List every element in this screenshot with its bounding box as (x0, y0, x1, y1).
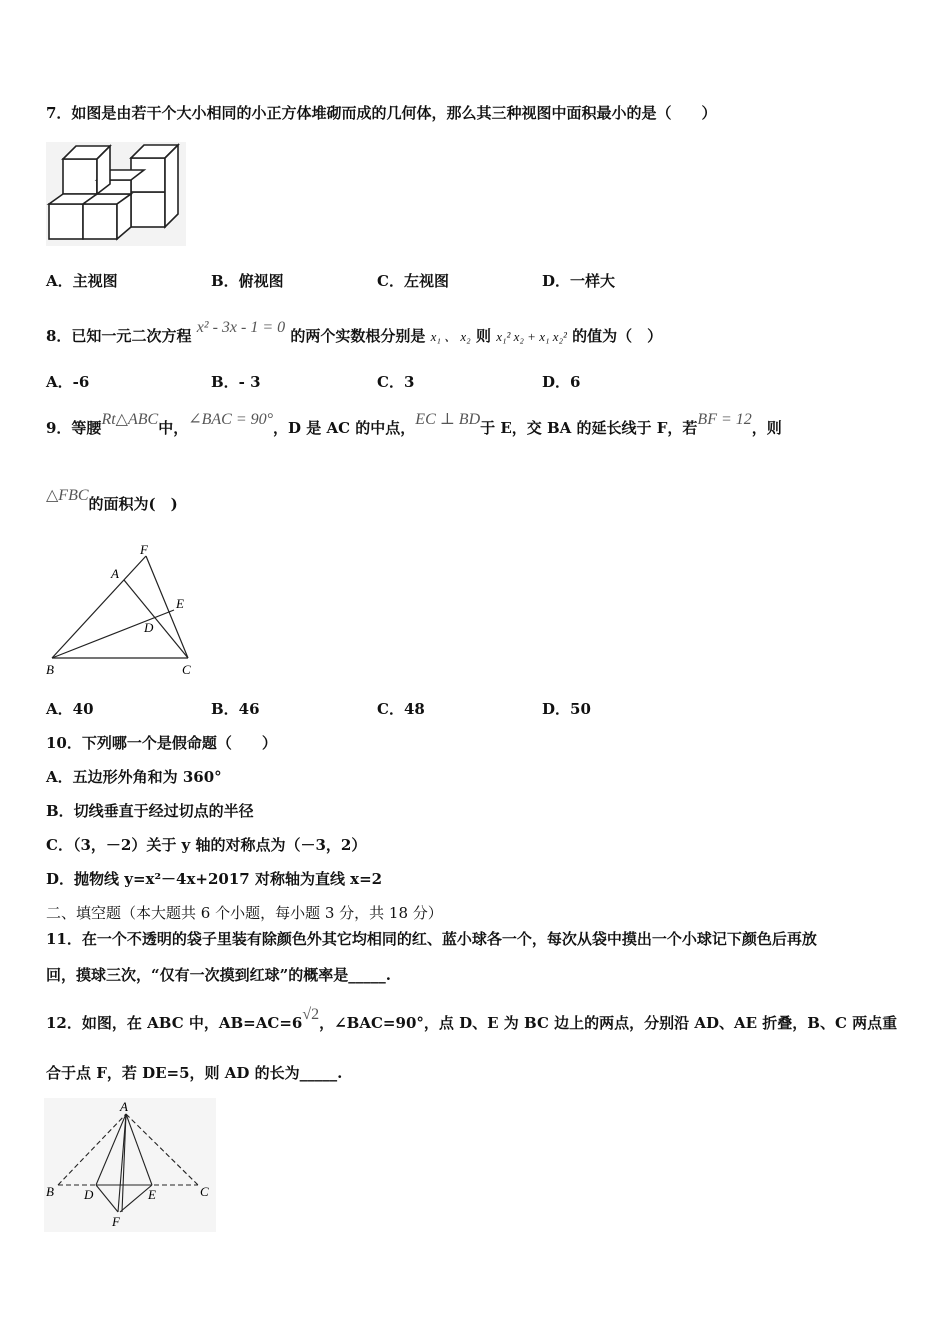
q12-label-e: E (148, 1187, 156, 1202)
q8-mid: 的两个实数根分别是 (290, 327, 426, 345)
q12-text-2: ，∠BAC=90°，点 D、E 为 BC 边上的两点，分别沿 AD、AE 折叠，B、C 两点重 (319, 1014, 898, 1032)
q12-label-c: C (200, 1184, 209, 1199)
q12-sqrt: √2 (302, 1006, 320, 1023)
q9-math-angle: ∠BAC = 90° (188, 411, 274, 428)
q9-text-2: 中， (158, 419, 189, 437)
q8-prefix: 8．已知一元二次方程 (46, 327, 192, 345)
section-2-heading: 二、填空题（本大题共 6 个小题，每小题 3 分，共 18 分） (46, 904, 443, 922)
q10-option-d: D．抛物线 y=x²－4x+2017 对称轴为直线 x=2 (46, 870, 383, 888)
q12-label-f: F (112, 1214, 120, 1229)
q9-math-bf: BF = 12 (697, 411, 752, 428)
q7-cubes-figure (46, 142, 186, 246)
q10-option-b: B．切线垂直于经过切点的半径 (46, 802, 254, 820)
q8-option-d: D．6 (542, 373, 581, 391)
q8-roots: x₁ 、 x₂ (430, 329, 471, 344)
q9-math-triangle: Rt△ABC (101, 411, 159, 428)
q9-text-5: ，则 (751, 419, 782, 437)
q9-text-4: 于 E，交 BA 的延长线于 F，若 (480, 419, 698, 437)
q9-math-fbc: △FBC (46, 487, 89, 504)
q12-text-1: 12．如图，在 ABC 中，AB=AC=6 (46, 1014, 303, 1032)
q8-equation: x² - 3x - 1 = 0 (196, 319, 286, 336)
q9-stem-line2 (46, 487, 178, 514)
q9-text-6: 的面积为( ) (88, 495, 178, 513)
q8-suffix: 的值为（ ） (572, 327, 663, 345)
q9-option-c: C．48 (377, 700, 425, 718)
q8-option-b: B．- 3 (211, 373, 261, 391)
q7-option-b: B．俯视图 (211, 272, 284, 290)
q9-label-c: C (182, 662, 191, 677)
q12-label-d: D (84, 1187, 94, 1202)
q8-stem (46, 319, 663, 346)
q12-fold-figure (44, 1098, 216, 1232)
q10-stem: 10．下列哪一个是假命题（ ） (46, 734, 277, 752)
q9-option-a: A．40 (46, 700, 94, 718)
q9-option-d: D．50 (542, 700, 591, 718)
q7-stem: 7．如图是由若干个大小相同的小正方体堆砌而成的几何体，那么其三种视图中面积最小的是（ ） (46, 104, 717, 122)
q7-option-a: A．主视图 (46, 272, 118, 290)
q8-option-a: A．-6 (46, 373, 90, 391)
q7-option-c: C．左视图 (377, 272, 449, 290)
q9-label-d: D (144, 620, 154, 635)
q11-line1: 11．在一个不透明的袋子里装有除颜色外其它均相同的红、蓝小球各一个，每次从袋中摸出一个小球记下颜色后再放 (46, 930, 817, 948)
q9-text-3: ，D 是 AC 的中点， (273, 419, 416, 437)
q9-triangle-figure (44, 540, 204, 680)
q10-option-a: A．五边形外角和为 360° (46, 768, 222, 786)
q9-math-perp: EC ⊥ BD (415, 411, 481, 428)
q12-label-b: B (46, 1184, 54, 1199)
q12-line2: 合于点 F，若 DE=5，则 AD 的长为_____. (46, 1064, 343, 1082)
q9-text-1: 9．等腰 (46, 419, 102, 437)
q10-option-c: C．（3，－2）关于 y 轴的对称点为（－3，2） (46, 836, 367, 854)
q12-line1 (46, 1006, 898, 1033)
q8-then: 则 (475, 327, 491, 345)
q9-label-e: E (176, 596, 184, 611)
q9-label-b: B (46, 662, 54, 677)
q9-label-f: F (140, 542, 148, 557)
q9-stem (46, 411, 906, 438)
q9-label-a: A (111, 566, 119, 581)
q12-label-a: A (120, 1099, 128, 1114)
q11-line2: 回，摸球三次，“仅有一次摸到红球”的概率是_____. (46, 966, 391, 984)
q9-option-b: B．46 (211, 700, 260, 718)
q7-option-d: D．一样大 (542, 272, 616, 290)
q8-option-c: C．3 (377, 373, 415, 391)
q8-expression: x₁² x₂ + x₁ x₂² (496, 329, 567, 344)
